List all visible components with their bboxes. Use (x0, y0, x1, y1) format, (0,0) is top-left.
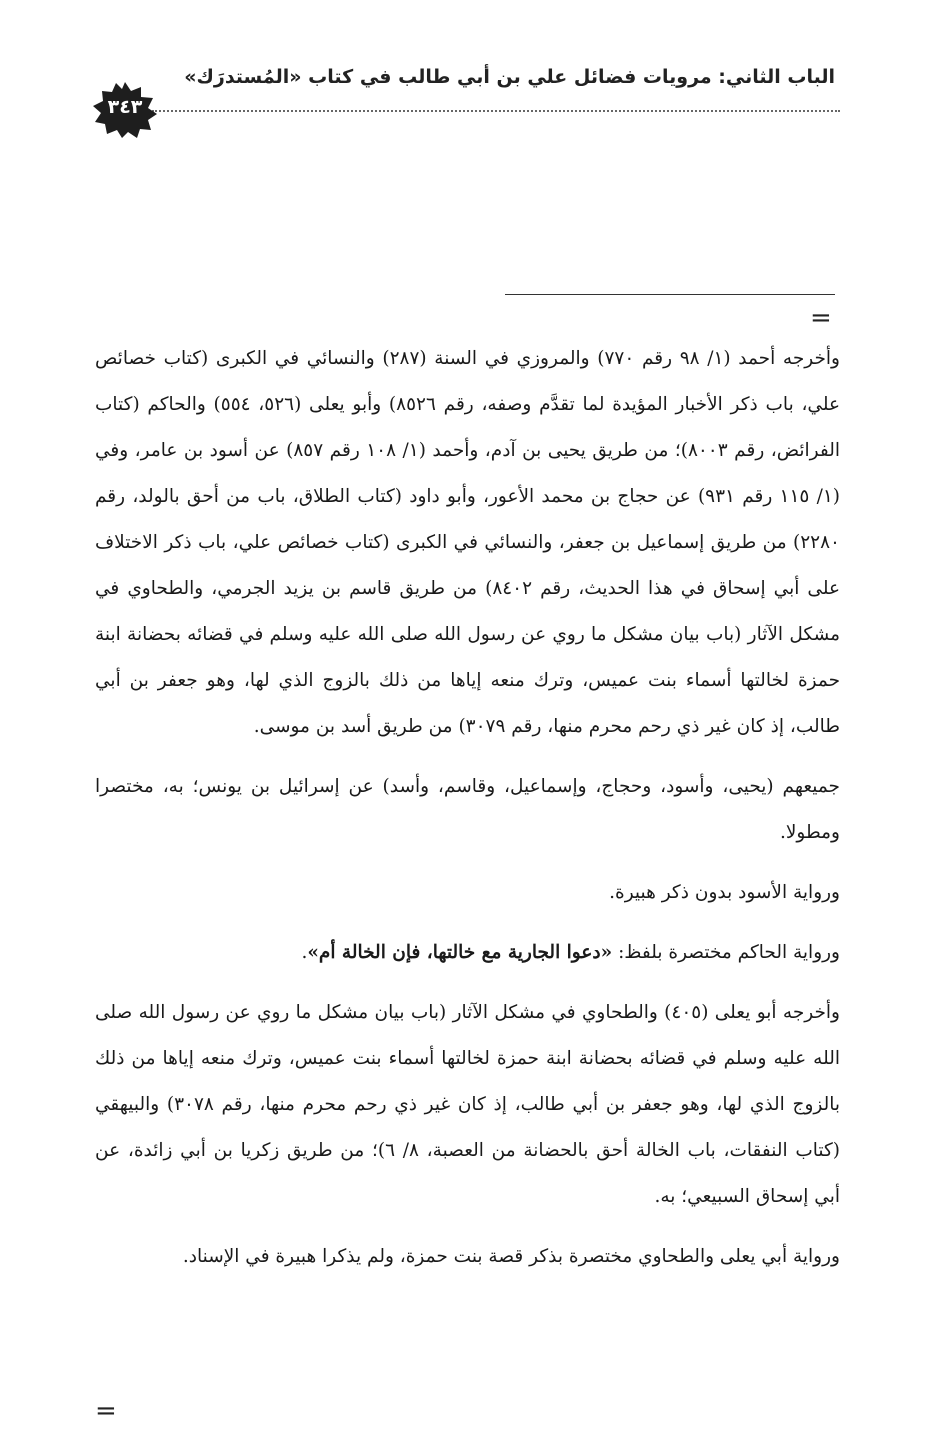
hakim-prefix: ورواية الحاكم مختصرة بلفظ: (612, 942, 840, 963)
paragraph-4 (95, 930, 840, 976)
paragraph-1: وأخرجه أحمد (١/ ٩٨ رقم ٧٧٠) والمروزي في السنة (٢٨٧) والنسائي في الكبرى (كتاب خصائص علي، باب ذكر الأخبار المؤيدة لما تقدَّم وصفه، رقم ٨٥٢٦) وأبو يعلى (٥٢٦، ٥٥٤) والحاكم (كتاب الفرائض، رقم ٨٠٠٣)؛ من طريق يحيى بن آدم، وأحمد (١/ ١٠٨ رقم ٨٥٧) عن أسود بن عامر، وفي (١/ ١١٥ رقم ٩٣١) عن حجاج بن محمد الأعور، وأبو داود (كتاب الطلاق، باب من أحق بالولد، رقم ٢٢٨٠) من طريق إسماعيل بن جعفر، والنسائي في الكبرى (كتاب خصائص علي، باب ذكر الاختلاف على أبي إسحاق في هذا الحديث، رقم ٨٤٠٢) من طريق قاسم بن يزيد الجرمي، والطحاوي في مشكل الآثار (باب بيان مشكل ما روي عن رسول الله صلى الله عليه وسلم في قضائه بحضانة ابنة حمزة لخالتها أسماء بنت عميس، وترك منعه إياها من ذلك بالزوج الذي لها، وهو جعفر بن أبي طالب، إذ كان غير ذي رحم محرم منها، رقم ٣٠٧٩) من طريق أسد بن موسى. (95, 348, 841, 737)
hakim-suffix: . (301, 942, 308, 963)
continuation-mark-bottom: = (95, 1396, 117, 1426)
paragraph-6: ورواية أبي يعلى والطحاوي مختصرة بذكر قصة بنت حمزة، ولم يذكرا هبيرة في الإسناد. (182, 1246, 840, 1267)
header-rule (152, 110, 840, 112)
chapter-title: الباب الثاني: مرويات فضائل علي بن أبي طالب في كتاب «المُستدرَك» (184, 66, 835, 88)
continuation-mark-top: = (810, 303, 832, 333)
footnote-separator (505, 294, 835, 295)
footnote-text (95, 336, 840, 1294)
page-number: ٣٤٣ (107, 96, 143, 118)
page-number-badge (93, 82, 157, 138)
paragraph-3: ورواية الأسود بدون ذكر هبيرة. (609, 882, 840, 903)
paragraph-2: جميعهم (يحيى، وأسود، وحجاج، وإسماعيل، وقاسم، وأسد) عن إسرائيل بن يونس؛ به، مختصرا ومطولا. (95, 776, 840, 843)
page-header (0, 0, 940, 140)
paragraph-5: وأخرجه أبو يعلى (٤٠٥) والطحاوي في مشكل الآثار (باب بيان مشكل ما روي عن رسول الله صلى الله عليه وسلم في قضائه بحضانة ابنة حمزة لخالتها أسماء بنت عميس، وترك منعه إياها من ذلك بالزوج الذي لها، وهو جعفر بن أبي طالب، إذ كان غير ذي رحم محرم منها، رقم ٣٠٧٨) والبيهقي (كتاب النفقات، باب الخالة أحق بالحضانة من العصبة، ٨/ ٦)؛ من طريق زكريا بن أبي زائدة، عن أبي إسحاق السبيعي؛ به. (95, 1002, 841, 1207)
hakim-quote: «دعوا الجارية مع خالتها، فإن الخالة أم» (307, 942, 613, 963)
